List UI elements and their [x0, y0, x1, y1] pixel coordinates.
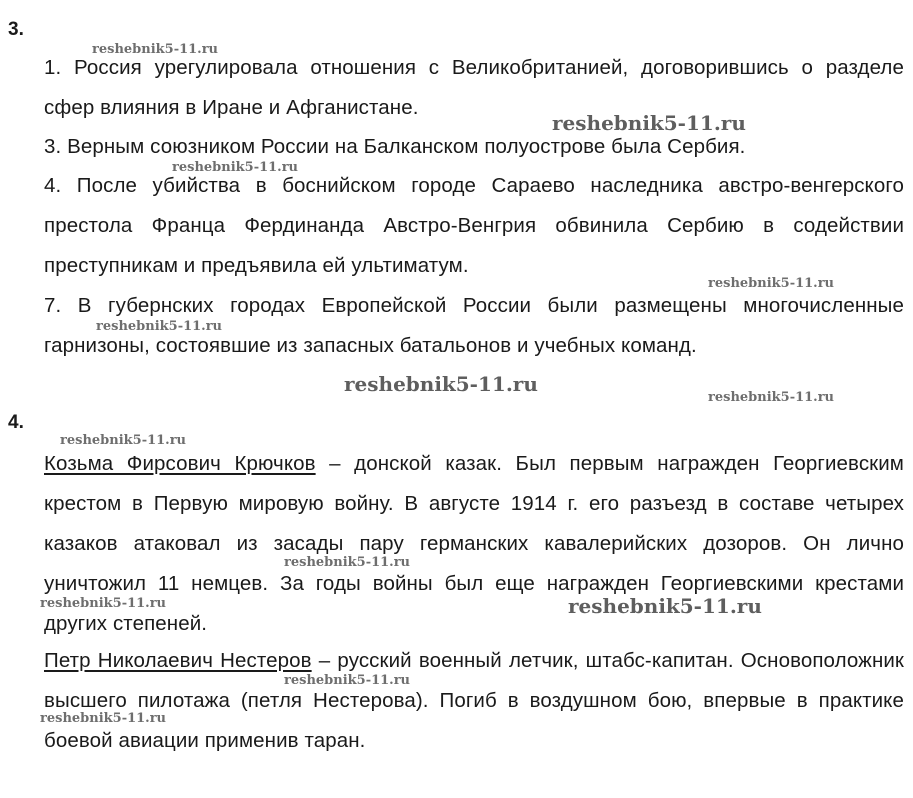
watermark-text: reshebnik5-11.ru — [284, 673, 411, 688]
biography-text-kryuchkov: – донской казак. Был первым награжден Георгиевским крестом в Первую мировую войну. В августе 1914 г. его разъезд в составе четырех казаков атаковал из засады пару германских кавалерийских дозоров. Он лично уничтожил 11 немцев. За годы войны был еще награжден Георгиевскими крестами других степеней. — [44, 452, 904, 635]
watermark-text: reshebnik5-11.ru — [708, 390, 835, 405]
watermark-text: reshebnik5-11.ru — [552, 111, 746, 135]
watermark-text: reshebnik5-11.ru — [568, 594, 762, 618]
biography-nesterov — [44, 641, 904, 761]
biography-kryuchkov — [44, 444, 904, 644]
watermark-text: reshebnik5-11.ru — [708, 276, 835, 291]
person-name-kryuchkov: Козьма Фирсович Крючков — [44, 452, 316, 475]
watermark-text: reshebnik5-11.ru — [172, 160, 299, 175]
watermark-text: reshebnik5-11.ru — [344, 372, 538, 396]
watermark-text: reshebnik5-11.ru — [96, 319, 223, 334]
section-number-4: 4. — [8, 412, 24, 433]
biography-text-nesterov: – русский военный летчик, штабс-капитан. Основоположник высшего пилотажа (петля Нестерова). Погиб в воздушном бою, впервые в практике боевой авиации применив таран. — [44, 649, 904, 752]
answer-item-7: 7. В губернских городах Европейской России были размещены многочисленные гарнизоны, состоявшие из запасных батальонов и учебных команд. — [44, 294, 904, 357]
watermark-text: reshebnik5-11.ru — [40, 596, 167, 611]
watermark-text: reshebnik5-11.ru — [284, 555, 411, 570]
answer-item-3: 3. Верным союзником России на Балканском полуострове была Сербия. — [44, 135, 746, 158]
watermark-text: reshebnik5-11.ru — [60, 433, 187, 448]
watermark-text: reshebnik5-11.ru — [92, 42, 219, 57]
watermark-text: reshebnik5-11.ru — [40, 711, 167, 726]
answer-item-4: 4. После убийства в боснийском городе Сараево наследника австро-венгерского престола Франца Фердинанда Австро-Венгрия обвинила Сербию в содействии преступникам и предъявила ей ультиматум. — [44, 174, 904, 277]
answer-item-1: 1. Россия урегулировала отношения с Великобританией, договорившись о разделе сфер влияния в Иране и Афганистане. — [44, 56, 904, 119]
person-name-nesterov: Петр Николаевич Нестеров — [44, 649, 312, 672]
section-number-3: 3. — [8, 19, 24, 40]
